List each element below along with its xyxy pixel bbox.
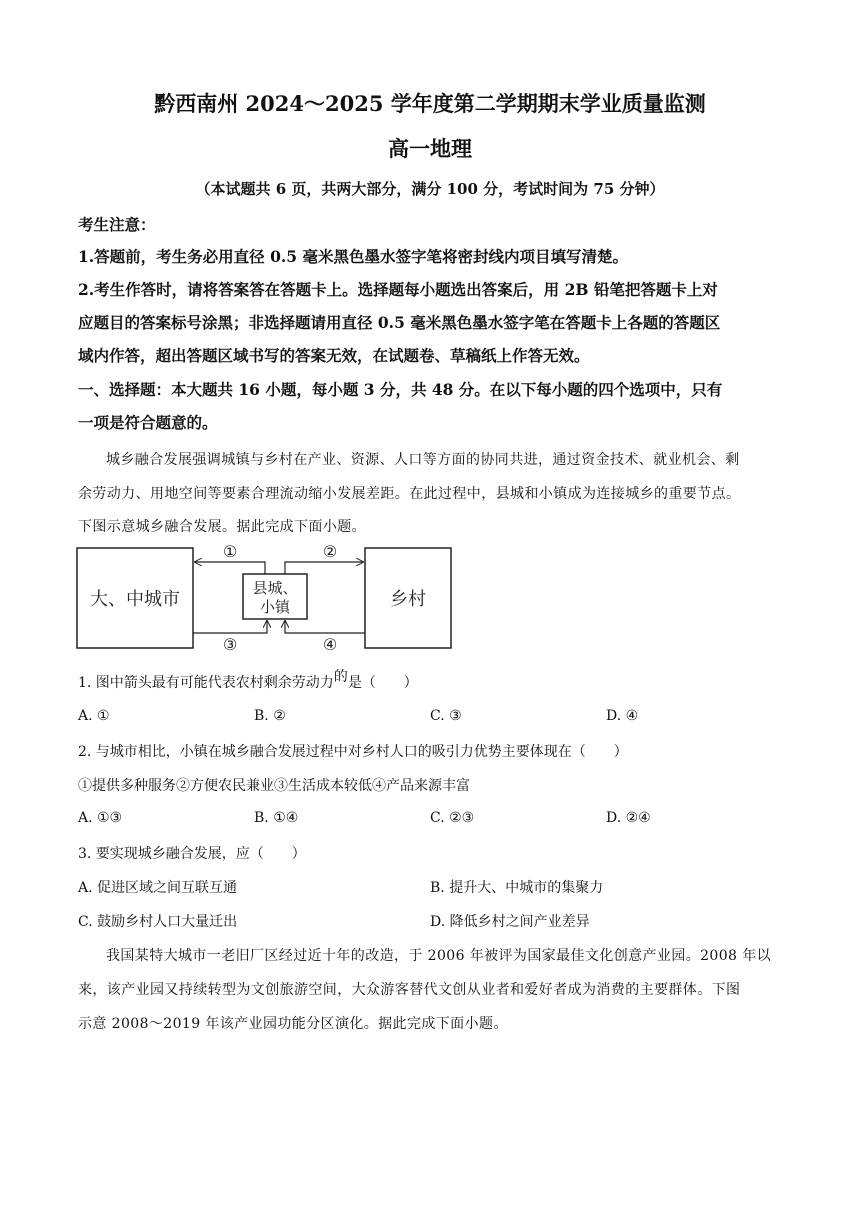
passage1-line-2: 余劳动力、用地空间等要素合理流动缩小发展差距。在此过程中，县城和小镇成为连接城乡的重要节点。 — [78, 486, 741, 502]
passage1-line-1: 城乡融合发展强调城镇与乡村在产业、资源、人口等方面的协同共进，通过资金技术、就业机会、剩 — [106, 452, 740, 468]
question-2-stem: 2. 与城市相比，小镇在城乡融合发展过程中对乡村人口的吸引力优势主要体现在（ ） — [78, 744, 628, 760]
section-heading-line-1: 一、选择题：本大题共 16 小题，每小题 3 分，共 48 分。在以下每小题的四个选项中，只有 — [78, 380, 723, 399]
subject-title: 高一地理 — [388, 136, 472, 161]
q3-option-c[interactable]: C. 鼓励乡村人口大量迁出 — [78, 914, 238, 930]
q3-option-a[interactable]: A. 促进区域之间互联互通 — [78, 880, 238, 896]
notice-heading: 考生注意： — [78, 215, 156, 234]
arrow-1-label: ① — [222, 542, 238, 561]
notice-item-2-line-3: 域内作答，超出答题区域书写的答案无效，在试题卷、草稿纸上作答无效。 — [78, 346, 590, 365]
question-1-stem-sup: 的 — [333, 669, 348, 685]
passage2-line-3: 示意 2008～2019 年该产业园功能分区演化。据此完成下面小题。 — [78, 1016, 508, 1032]
question-1-stem-text: 1. 图中箭头最有可能代表农村剩余劳动力 — [78, 675, 334, 691]
exam-title: 黔西南州 2024～2025 学年度第二学期期末学业质量监测 — [154, 91, 706, 116]
passage2-line-2: 来，该产业园又持续转型为文创旅游空间，大众游客替代文创从业者和爱好者成为消费的主要群体。下图 — [78, 982, 741, 998]
arrow-2-label: ② — [322, 542, 338, 561]
notice-item-2-line-1: 2.考生作答时，请将答案答在答题卡上。选择题每小题选出答案后，用 2B 铅笔把答题卡上对 — [78, 280, 718, 299]
city-label: 大、中城市 — [90, 589, 180, 610]
q1-option-b[interactable]: B. ② — [254, 708, 286, 724]
question-3-stem: 3. 要实现城乡融合发展，应（ ） — [78, 846, 306, 862]
arrow-3 — [193, 621, 267, 633]
q2-option-b[interactable]: B. ①④ — [254, 810, 299, 826]
village-label: 乡村 — [390, 589, 426, 610]
q1-option-a[interactable]: A. ① — [78, 708, 110, 724]
q1-option-d[interactable]: D. ④ — [606, 708, 639, 724]
town-label-2: 小镇 — [259, 598, 291, 616]
q2-option-c[interactable]: C. ②③ — [430, 810, 475, 826]
section-heading-line-2: 一项是符合题意的。 — [78, 413, 218, 432]
passage2-line-1: 我国某特大城市一老旧厂区经过近十年的改造，于 2006 年被评为国家最佳文化创意产业园。2008 年以 — [106, 948, 772, 964]
passage1-line-3: 下图示意城乡融合发展。据此完成下面小题。 — [78, 519, 366, 535]
question-1-stem-end: 是（ ） — [347, 675, 418, 691]
arrow-2 — [285, 562, 363, 574]
arrow-4-label: ④ — [322, 635, 338, 652]
arrow-1 — [195, 562, 265, 574]
q3-option-d[interactable]: D. 降低乡村之间产业差异 — [430, 914, 590, 930]
arrow-3-label: ③ — [222, 635, 238, 652]
notice-item-2-line-2: 应题目的答案标号涂黑；非选择题请用直径 0.5 毫米黑色墨水签字笔在答题卡上各题的答题区 — [78, 313, 721, 332]
arrow-4 — [285, 621, 365, 633]
q1-option-c[interactable]: C. ③ — [430, 708, 462, 724]
exam-info: （本试题共 6 页，共两大部分，满分 100 分，考试时间为 75 分钟） — [195, 180, 665, 198]
urban-rural-diagram — [75, 540, 455, 652]
notice-item-1: 1.答题前，考生务必用直径 0.5 毫米黑色墨水签字笔将密封线内项目填写清楚。 — [78, 247, 628, 266]
question-2-statements: ①提供多种服务②方便农民兼业③生活成本较低④产品来源丰富 — [78, 778, 470, 794]
town-label-1: 县城、 — [252, 579, 298, 597]
question-1-stem — [78, 669, 418, 692]
q2-option-a[interactable]: A. ①③ — [78, 810, 123, 826]
q2-option-d[interactable]: D. ②④ — [606, 810, 651, 826]
q3-option-b[interactable]: B. 提升大、中城市的集聚力 — [430, 880, 604, 896]
